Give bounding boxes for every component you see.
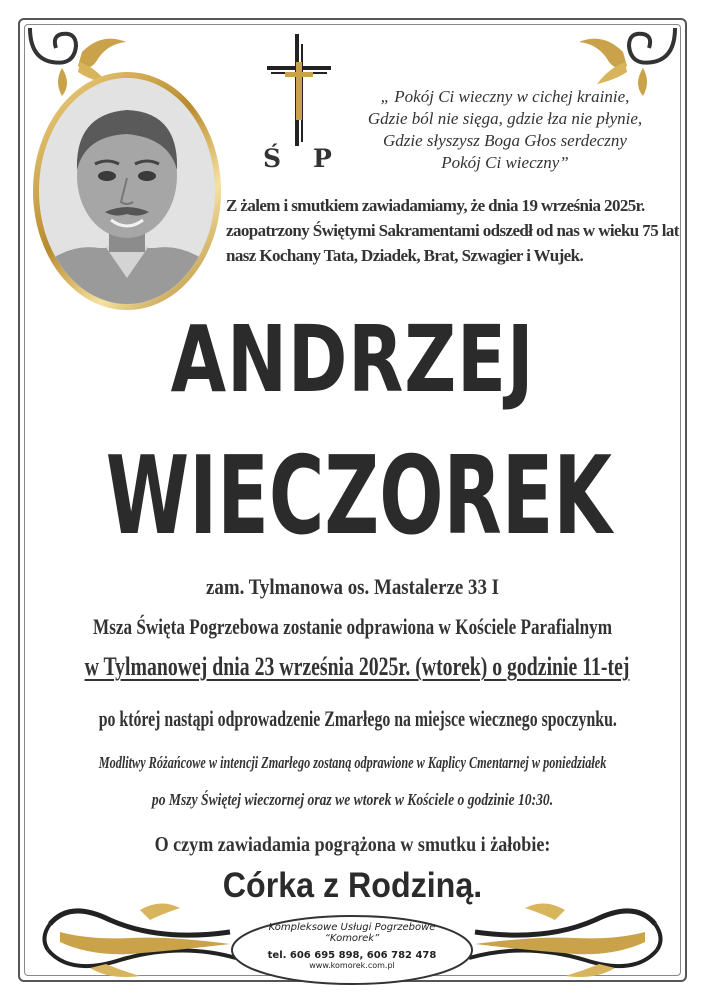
poem-line: „ Pokój Ci wieczny w cichej krainie, <box>380 87 630 106</box>
mass-line-1: Msza Święta Pogrzebowa zostanie odprawiona w Kościele Parafialnym <box>92 614 613 639</box>
mass-line-2: w Tylmanowej dnia 23 września 2025r. (wtorek) o godzinie 11-tej <box>84 652 630 681</box>
portrait-frame <box>33 72 221 310</box>
cross-icon <box>259 32 339 150</box>
funeral-home-phone: tel. 606 695 898, 606 782 478 <box>267 950 437 961</box>
announcement-intro <box>226 193 686 268</box>
first-name: ANDRZEJ <box>170 306 535 413</box>
poem-line: Pokój Ci wieczny” <box>441 153 569 172</box>
portrait-photo <box>39 78 215 304</box>
funeral-home-name: “Komorek” <box>324 933 380 944</box>
notice-line: O czym zawiadamia pogrążona w smutku i żałobie: <box>154 832 551 856</box>
mass-line-3: po której nastąpi odprowadzenie Zmarłego na miejsce wiecznego spoczynku. <box>98 706 617 731</box>
rosary-line-1: Modlitwy Różańcowe w intencji Zmarłego zostaną odprawione w Kaplicy Cmentarnej w poniedziałek <box>98 753 607 772</box>
poem <box>335 86 675 174</box>
address: zam. Tylmanowa os. Mastalerze 33 I <box>205 574 500 599</box>
intro-line: nasz Kochany Tata, Dziadek, Brat, Szwagier i Wujek. <box>226 246 584 265</box>
intro-line: zaopatrzony Świętymi Sakramentami odszedł od nas w wieku 75 lat <box>226 221 679 240</box>
funeral-home-services: Kompleksowe Usługi Pogrzebowe <box>268 922 436 933</box>
rosary-line-2: po Mszy Świętej wieczornej oraz we wtorek w Kościele o godzinie 10:30. <box>151 790 554 809</box>
signoff: Córka z Rodziną. <box>222 866 483 905</box>
poem-line: Gdzie ból nie sięga, gdzie łza nie płynie, <box>367 109 643 128</box>
intro-line: Z żalem i smutkiem zawiadamiamy, że dnia 19 września 2025r. <box>226 196 645 215</box>
initial-s: Ś <box>263 144 282 173</box>
funeral-home-plaque <box>236 918 468 982</box>
initial-p: P <box>313 144 332 173</box>
funeral-home-website: www.komorek.com.pl <box>309 961 395 970</box>
poem-line: Gdzie słyszysz Boga Głos serdeczny <box>383 131 627 150</box>
last-name: WIECZOREK <box>105 434 612 559</box>
